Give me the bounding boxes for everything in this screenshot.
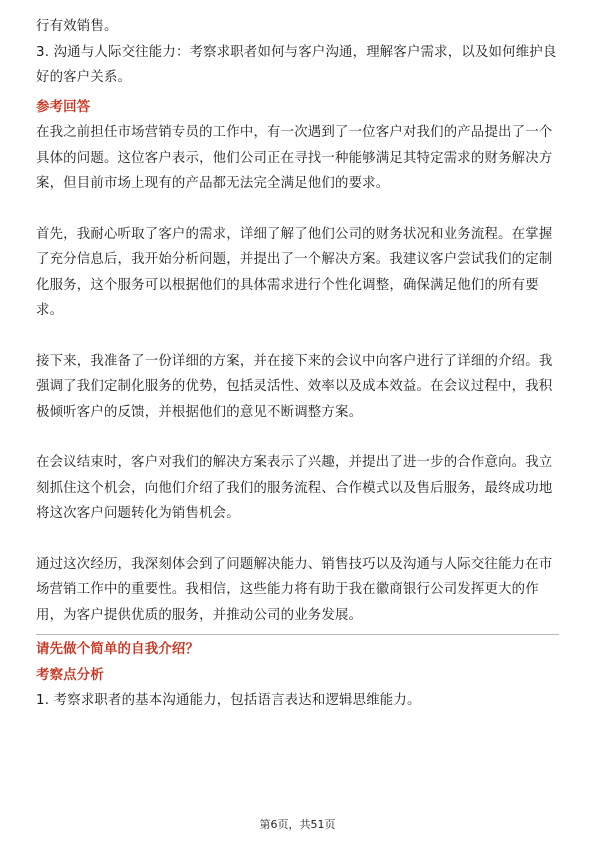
document-page bbox=[36, 14, 559, 714]
answer-heading: 参考回答 bbox=[36, 99, 91, 115]
answer-paragraph-4: 在会议结束时，客户对我们的解决方案表示了兴趣，并提出了进一步的合作意向。我立刻抓住这个机会，向他们介绍了我们的服务流程、合作模式以及售后服务，最终成功地将这次客户问题转化为销售机会。 bbox=[36, 455, 553, 521]
page-number-footer: 第6页，共51页 bbox=[259, 818, 336, 831]
answer-paragraph-2: 首先，我耐心听取了客户的需求，详细了解了他们公司的财务状况和业务流程。在掌握了充分信息后，我开始分析问题，并提出了一个解决方案。我建议客户尝试我们的定制化服务，这个服务可以根据他们的具体需求进行个性化调整，确保满足他们的所有要求。 bbox=[36, 226, 553, 318]
continuation-text: 行有效销售。 bbox=[36, 19, 118, 34]
answer-paragraph-3: 接下来，我准备了一份详细的方案，并在接下来的会议中向客户进行了详细的介绍。我强调了我们定制化服务的优势，包括灵活性、效率以及成本效益。在会议过程中，我积极倾听客户的反馈，并根据他们的意见不断调整方案。 bbox=[36, 353, 553, 420]
section-divider bbox=[36, 634, 559, 635]
assessment-point-3: 3. 沟通与人际交往能力：考察求职者如何与客户沟通，理解客户需求，以及如何维护良好的客户关系。 bbox=[36, 44, 557, 85]
answer-paragraph-5: 通过这次经历，我深刻体会到了问题解决能力、销售技巧以及沟通与人际交往能力在市场营销工作中的重要性。我相信，这些能力将有助于我在徽商银行公司发挥更大的作用，为客户提供优质的服务，并推动公司的业务发展。 bbox=[36, 556, 553, 623]
analysis-heading: 考察点分析 bbox=[36, 667, 104, 683]
question-heading: 请先做个简单的自我介绍？ bbox=[36, 642, 200, 657]
answer-paragraph-1: 在我之前担任市场营销专员的工作中，有一次遇到了一位客户对我们的产品提出了一个具体的问题。这位客户表示，他们公司正在寻找一种能够满足其特定需求的财务解决方案，但目前市场上现有的产品都无法完全满足他们的要求。 bbox=[36, 125, 553, 191]
analysis-point-1: 1. 考察求职者的基本沟通能力，包括语言表达和逻辑思维能力。 bbox=[36, 693, 421, 708]
